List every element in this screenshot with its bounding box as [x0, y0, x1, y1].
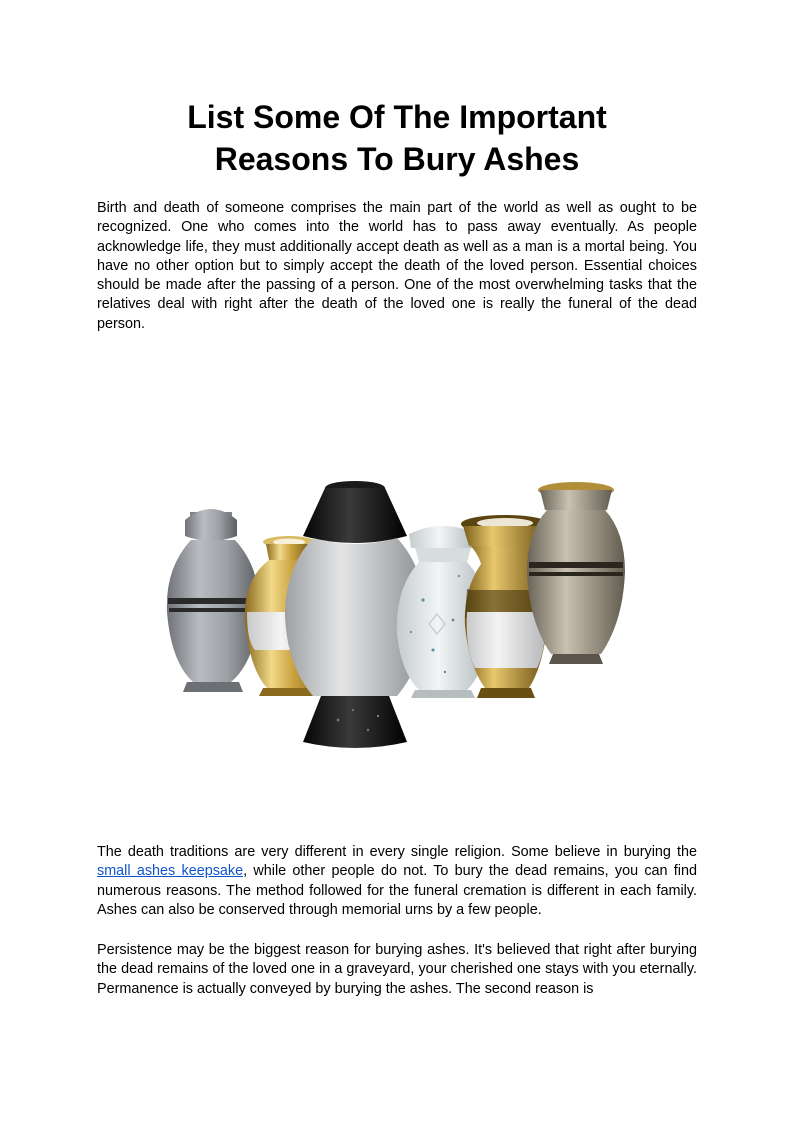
title-line-1: List Some Of The Important — [187, 99, 607, 135]
paragraph-persistence: Persistence may be the biggest reason for burying ashes. It's believed that right after burying the dead remains of the loved one in a graveyard, your cherished one stays with you eternally. Permanence is actually conveyed by burying the ashes. The second reason is — [97, 942, 697, 997]
paragraph-traditions-text-1: The death traditions are very different in every single religion. Some believe in burying the — [97, 844, 697, 860]
small-ashes-keepsake-link[interactable]: small ashes keepsake — [97, 863, 244, 880]
urn-wood-grain — [527, 482, 625, 664]
page-title — [97, 96, 697, 180]
paragraph-traditions-text-2: , while other people do not. To bury the dead remains, you can find numerous reasons. The method followed for the funeral cremation is different in each family. Ashes can also be conserved through memorial urns by a few people. — [97, 863, 697, 918]
paragraph-traditions — [97, 843, 697, 920]
urns-image — [163, 350, 632, 820]
paragraph-intro: Birth and death of someone comprises the main part of the world as well as ought to be recognized. One who comes into the world has to pass away eventually. As people acknowledge life, they must additionally accept death as well as a man is a mortal being. You have no other option but to simply accept the death of the loved person. Essential choices should be made after the passing of a person. One of the most overwhelming tasks that the relatives deal with right after the death of the loved one is really the funeral of the dead person. — [97, 200, 697, 332]
urn-granite — [167, 509, 259, 692]
title-line-2: Reasons To Bury Ashes — [214, 141, 580, 177]
